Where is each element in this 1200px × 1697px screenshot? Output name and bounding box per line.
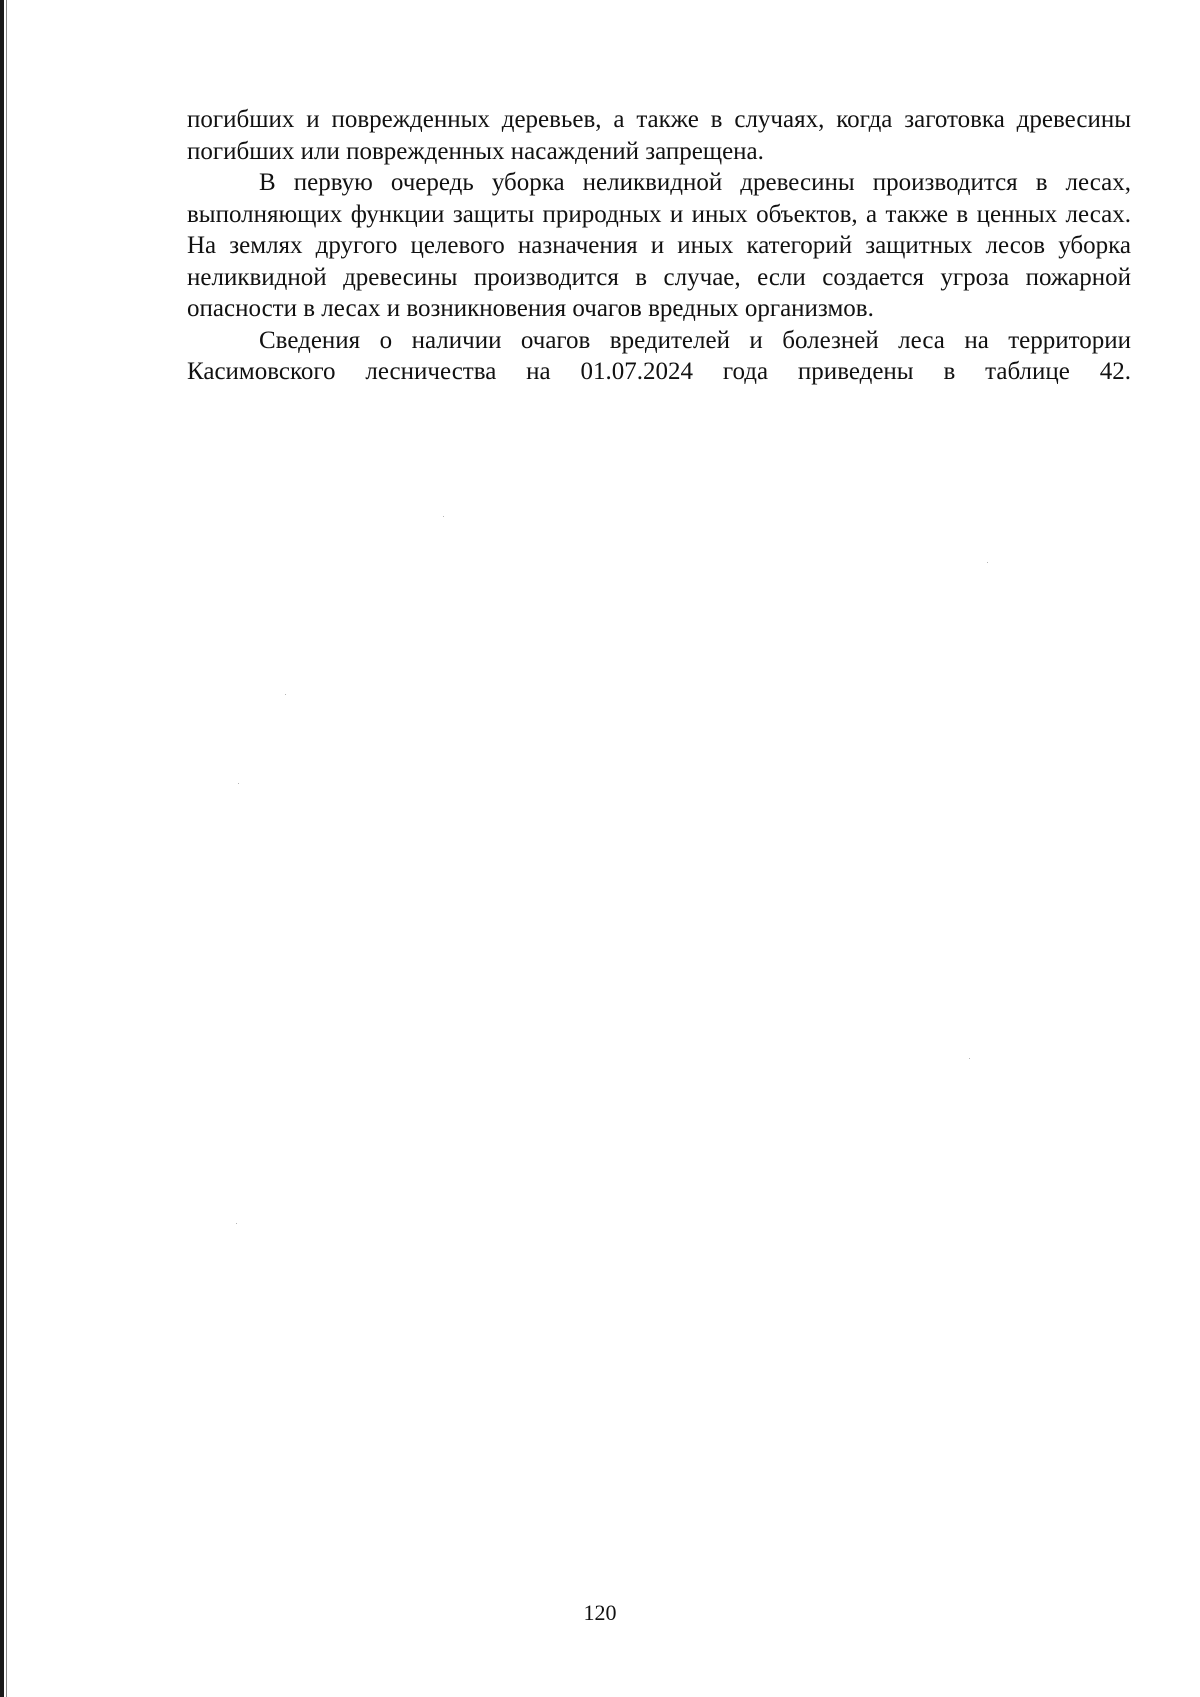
scan-speck bbox=[987, 562, 988, 563]
paragraph-continuation: погибших и поврежденных деревьев, а также в случаях, когда заготовка древесины погибших или поврежденных насаждений запрещена. bbox=[187, 106, 1131, 165]
scan-speck bbox=[285, 694, 286, 695]
paragraph-table-reference: Сведения о наличии очагов вредителей и болезней леса на территории Касимовского лесничества на 01.07.2024 года приведены в таблице 42. bbox=[187, 326, 1131, 385]
scan-speck bbox=[969, 1058, 970, 1059]
scan-border-left bbox=[0, 0, 4, 1697]
paragraph-cleanup-priority: В первую очередь уборка неликвидной древесины производится в лесах, выполняющих функции защиты природных и иных объектов, а также в ценных лесах. На землях другого целевого назначения и иных категорий защитных лесов уборка неликвидной древесины производится в случае, если создается угроза пожарной опасности в лесах и возникновения очагов вредных организмов. bbox=[187, 169, 1131, 322]
page-number: 120 bbox=[583, 1600, 617, 1625]
scan-speck bbox=[443, 516, 444, 517]
scan-border-line bbox=[6, 0, 7, 1697]
scan-speck bbox=[238, 783, 239, 784]
scan-speck bbox=[236, 1223, 237, 1224]
page-body bbox=[187, 104, 1131, 388]
